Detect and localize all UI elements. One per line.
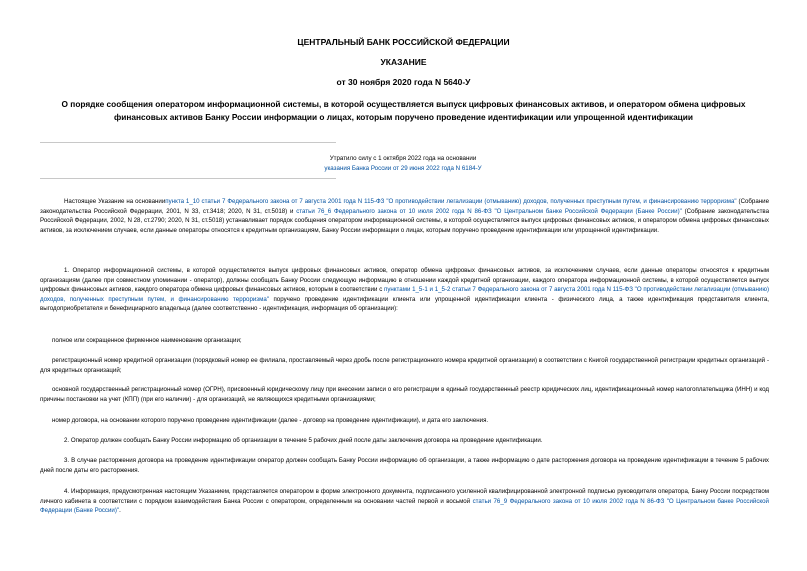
p1-text-1: 1. Оператор информационной системы, в которой осуществляется выпуск цифровых финансовых активов, оператор обмена цифровых финансовых активов, за исключением случаев, если данные операторы относятся к кредитным организациям (далее при совместном упоминании - оператор), должны сообщать Банку России следующую информацию в отношении каждой кредитной организации, каждого оператора информационной системы, в которой осуществляется выпуск цифровых финансовых активов, каждого оператора обмена цифровых финансовых активов, которым в соответствии с bbox=[40, 267, 769, 294]
intro-text-2: (Собрание законодательства Российской Федерации, 2001, N 33, ст.3418; 2020, N 31, ст.5018) и bbox=[40, 198, 770, 215]
intro-text-3: (Собрание законодательства Российской Федерации, 2002, N 28, ст.2790; 2020, N 31, ст.5018) устанавливает порядок сообщения оператором информационной системы, в которой осуществляется выпуск цифровых финансовых активов, и оператором обмена цифровых финансовых активов, за исключением случаев, если данные операторы относятся к кредитным организациям, Банку России информации о лицах, которым поручено проведение идентификации или упрощенной идентификации. bbox=[40, 207, 770, 234]
document-type: УКАЗАНИЕ bbox=[380, 57, 427, 67]
list-item: основной государственный регистрационный номер (ОГРН), присвоенный юридическому лицу при внесении записи о его регистрации в единый государственный реестр юридических лиц, идентификационный номер налогоплательщика (ИНН) и код причины постановки на учет (КПП) (при его наличии) - для организаций, не являющихся кредитными организациями; bbox=[40, 386, 769, 403]
list-item: полное или сокращенное фирменное наименование организации; bbox=[52, 337, 242, 344]
intro-paragraph bbox=[40, 197, 769, 235]
link-law-86fz[interactable]: статьи 76_6 Федерального закона от 10 июля 2002 года N 86-ФЗ "О Центральном банке Российской Федерации (Банке России)" bbox=[296, 207, 682, 215]
status-text: Утратило силу с 1 октября 2022 года на основании bbox=[329, 155, 477, 162]
paragraph-4 bbox=[40, 487, 769, 516]
document-date: от 30 ноября 2020 года N 5640-У bbox=[336, 77, 471, 87]
list-item: регистрационный номер кредитной организации (порядковый номер ее филиала, проставляемый через дробь после регистрационного номера кредитной организации) в соответствии с Книгой государственной регистрации кредитных организаций - для кредитных организаций; bbox=[40, 357, 769, 374]
p4-text-2: . bbox=[119, 507, 121, 515]
paragraph-1 bbox=[40, 266, 769, 314]
status-link[interactable]: указания Банка России от 29 июня 2022 года N 6184-У bbox=[324, 164, 482, 172]
p1-text-2: поручено проведение идентификации клиента или упрощенной идентификации клиента - физического лица, а также идентификация представителя клиента, выгодоприобретателя и бенефициарного владельца (далее соответственно - идентификация, информация об организации): bbox=[40, 295, 769, 313]
list-item: номер договора, на основании которого поручено проведение идентификации (далее - договор на проведение идентификации), и дата его заключения. bbox=[52, 417, 489, 424]
paragraph-2: 2. Оператор должен сообщать Банку России информацию об организации в течение 5 рабочих дней после даты заключения договора на проведение идентификации. bbox=[64, 437, 543, 444]
paragraph-3: 3. В случае расторжения договора на проведение идентификации оператор должен сообщать Банку России информацию об организации, а также информацию о дате расторжения договора на проведение идентификации в течение 5 рабочих дней после даты его расторжения. bbox=[40, 457, 769, 474]
divider-bottom bbox=[40, 178, 336, 179]
intro-text-1: Настоящее Указание на основании bbox=[64, 198, 166, 205]
link-law-86fz-article[interactable]: статьи 76_9 Федерального закона от 10 июля 2002 года N 86-ФЗ "О Центральном банке Российской Федерации (Банке России)" bbox=[40, 497, 769, 515]
document-title: О порядке сообщения оператором информационной системы, в которой осуществляется выпуск цифровых финансовых активов, и оператором обмена цифровых финансовых активов Банку России информации о лицах, которым поручено проведение идентификации или упрощенной идентификации bbox=[61, 99, 746, 122]
status-note bbox=[296, 154, 510, 173]
divider-top bbox=[40, 142, 336, 143]
p4-text-1: 4. Информация, предусмотренная настоящим Указанием, представляется оператором в форме электронного документа, подписанного усиленной квалифицированной электронной подписью руководителя оператора, Банку России посредством личного кабинета в соответствии с порядком взаимодействия Банка России с оператором, определенным на основании частей первой и восьмой bbox=[40, 488, 769, 505]
issuer-heading: ЦЕНТРАЛЬНЫЙ БАНК РОССИЙСКОЙ ФЕДЕРАЦИИ bbox=[297, 37, 510, 47]
link-law-115fz-items[interactable]: пунктами 1_5-1 и 1_5-2 статьи 7 Федерального закона от 7 августа 2001 года N 115-ФЗ "О противодействии легализации (отмыванию) доходов, полученных преступным путем, и финансированию терроризма" bbox=[40, 286, 769, 303]
link-law-115fz[interactable]: пункта 1_10 статьи 7 Федерального закона от 7 августа 2001 года N 115-ФЗ "О противодействии легализации (отмыванию) доходов, полученных преступным путем, и финансированию терроризма" bbox=[165, 198, 737, 205]
